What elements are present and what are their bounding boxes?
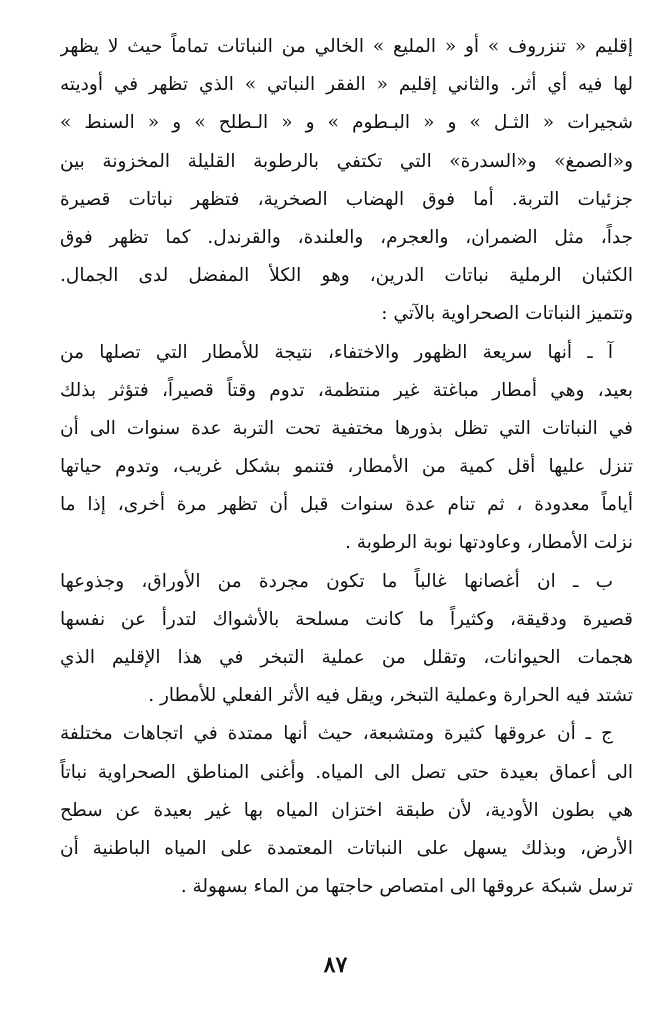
text-line: ترسل شبكة عروقها الى امتصاص حاجتها من الماء بسهولة .: [180, 876, 633, 898]
text-line: وتتميز النباتات الصحراوية بالآتي :: [381, 303, 633, 325]
text-line: هي بطون الأودية، لأن طبقة اختزان المياه بها غير بعيدة عن سطح: [60, 799, 633, 821]
text-line: إقليم « تنزروف » أو « المليع » الخالي من النباتات تماماً حيث لا يظهر: [60, 36, 633, 57]
text-line: جداً، مثل الضمران، والعجرم، والعلندة، والقرندل. كما تظهر فوق: [60, 226, 633, 248]
text-line: قصيرة ودقيقة، وكثيراً ما كانت مسلحة بالأشواك لتدرأ عن نفسها: [60, 608, 633, 630]
text-line: الكثبان الرملية نباتات الدرين، وهو الكلأ المفضل لدى الجمال.: [60, 265, 633, 287]
text-line: بعيد، وهي أمطار مباغتة غير منتظمة، تدوم وقتاً قصيراً، فتؤثر بذلك: [60, 379, 633, 401]
page-number: ٨٧: [323, 952, 348, 978]
text-line: جزئيات التربة. أما فوق الهضاب الصخرية، فتظهر نباتات قصيرة: [60, 188, 633, 210]
text-line: الأرض، وبذلك يسهل على النباتات المعتمدة على المياه الباطنية أن: [60, 837, 633, 859]
text-line: تنزل عليها أقل كمية من الأمطار، فتنمو بشكل غريب، وتدوم حياتها: [60, 456, 633, 478]
text-line: في النباتات التي تظل بذورها مختفية تحت التربة عدة سنوات الى أن: [60, 417, 633, 439]
text-line: و«الصمغ» و«السدرة» التي تكتفي بالرطوبة القليلة المخزونة بين: [60, 150, 633, 172]
text-line: الى أعماق بعيدة حتى تصل الى المياه. وأغنى المناطق الصحراوية نباتاً: [60, 761, 633, 783]
text-line: آ ـ أنها سريعة الظهور والاختفاء، نتيجة للأمطار التي تصلها من: [60, 341, 613, 363]
page-body: [60, 28, 633, 906]
text-line: ب ـ ان أغصانها غالباً ما تكون مجردة من الأوراق، وجذوعها: [60, 570, 613, 592]
text-line: لها فيه أي أثر. والثاني إقليم « الفقر النباتي » الذي تظهر في أوديته: [60, 74, 633, 96]
text-line: تشتد فيه الحرارة وعملية التبخر، ويقل فيه الأثر الفعلي للأمطار .: [148, 685, 633, 707]
text-line: أياماً معدودة ، ثم تنام عدة سنوات قبل أن تظهر مرة أخرى، إذا ما: [60, 494, 633, 516]
text-line: شجيرات « الثـل » و « البـطوم » و « الـطلح » و « السنط »: [60, 112, 633, 134]
text-line: هجمات الحيوانات، وتقلل من عملية التبخر في هذا الإقليم الذي: [60, 647, 633, 668]
text-line: نزلت الأمطار، وعاودتها نوبة الرطوبة .: [345, 532, 633, 554]
text-line: ج ـ أن عروقها كثيرة ومتشبعة، حيث أنها ممتدة في اتجاهات مختلفة: [60, 723, 613, 745]
